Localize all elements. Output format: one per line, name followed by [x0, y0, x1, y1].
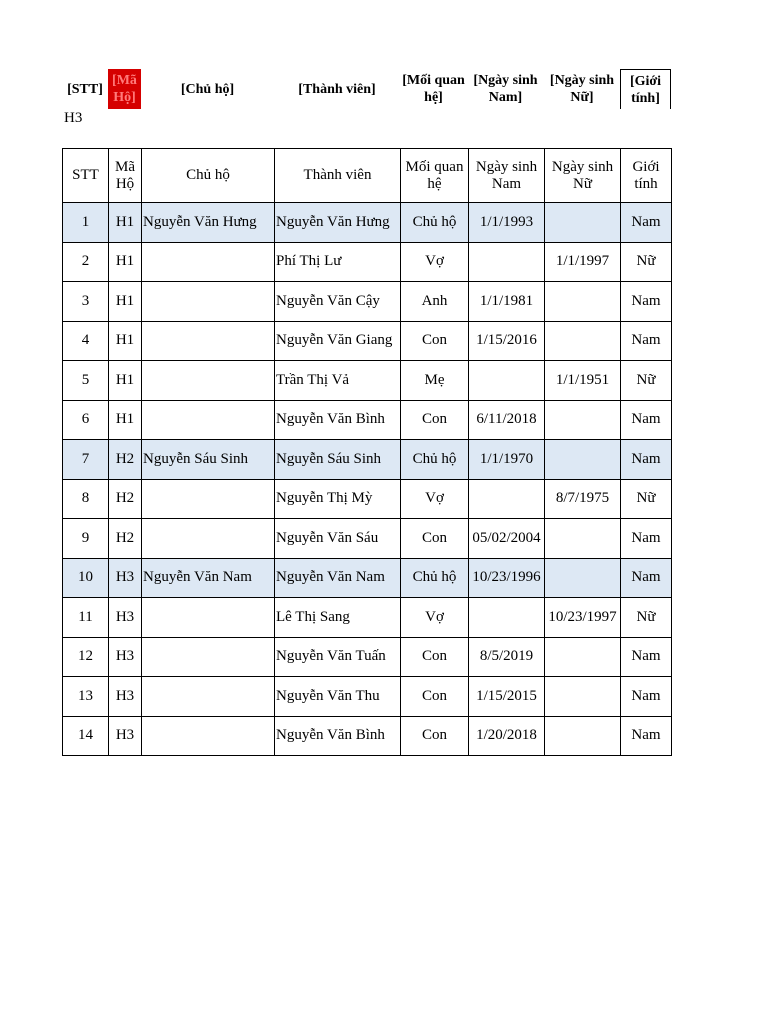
- cell-stt[interactable]: 11: [63, 598, 109, 638]
- cell-gioi-tinh[interactable]: Nam: [621, 203, 672, 243]
- cell-chu-ho[interactable]: [142, 400, 275, 440]
- cell-thanh-vien[interactable]: Nguyễn Văn Bình: [275, 400, 401, 440]
- table-row: [63, 519, 672, 559]
- cell-moi-quan-he[interactable]: Con: [401, 677, 469, 717]
- template-moi-quan-he[interactable]: [Mối quan hệ]: [402, 73, 465, 105]
- cell-ngay-sinh-nu[interactable]: [545, 558, 621, 598]
- cell-gioi-tinh[interactable]: Nữ: [621, 479, 672, 519]
- table-body: [63, 203, 672, 756]
- table-header-row: [63, 149, 672, 203]
- cell-chu-ho[interactable]: [142, 479, 275, 519]
- cell-stt[interactable]: 1: [63, 203, 109, 243]
- col-header-stt[interactable]: STT: [63, 149, 109, 203]
- cell-stt[interactable]: 14: [63, 716, 109, 756]
- cell-thanh-vien[interactable]: Nguyễn Văn Bình: [275, 716, 401, 756]
- cell-ma-ho[interactable]: H1: [109, 321, 142, 361]
- cell-ma-ho[interactable]: H3: [109, 558, 142, 598]
- cell-moi-quan-he[interactable]: Con: [401, 321, 469, 361]
- cell-ma-ho[interactable]: H2: [109, 440, 142, 480]
- table-row: [63, 282, 672, 322]
- cell-ngay-sinh-nu[interactable]: [545, 716, 621, 756]
- cell-moi-quan-he[interactable]: Vợ: [401, 479, 469, 519]
- cell-moi-quan-he[interactable]: Anh: [401, 282, 469, 322]
- cell-chu-ho[interactable]: [142, 598, 275, 638]
- filter-value[interactable]: H3: [64, 110, 83, 126]
- cell-ngay-sinh-nam[interactable]: 1/1/1981: [469, 282, 545, 322]
- cell-chu-ho[interactable]: [142, 282, 275, 322]
- cell-chu-ho[interactable]: [142, 519, 275, 559]
- cell-moi-quan-he[interactable]: Con: [401, 637, 469, 677]
- template-ma-ho[interactable]: [Mã Hộ]: [108, 69, 141, 109]
- col-header-chu-ho[interactable]: Chủ hộ: [142, 149, 275, 203]
- template-gioi-tinh[interactable]: [Giới tính]: [620, 69, 671, 109]
- cell-chu-ho[interactable]: [142, 716, 275, 756]
- cell-ngay-sinh-nam[interactable]: [469, 598, 545, 638]
- cell-gioi-tinh[interactable]: Nam: [621, 282, 672, 322]
- table-row: [63, 242, 672, 282]
- cell-ngay-sinh-nam[interactable]: 10/23/1996: [469, 558, 545, 598]
- cell-thanh-vien[interactable]: Nguyễn Văn Hưng: [275, 203, 401, 243]
- cell-gioi-tinh[interactable]: Nam: [621, 321, 672, 361]
- cell-ngay-sinh-nam[interactable]: 6/11/2018: [469, 400, 545, 440]
- cell-gioi-tinh[interactable]: Nam: [621, 677, 672, 717]
- cell-ngay-sinh-nu[interactable]: 1/1/1997: [545, 242, 621, 282]
- cell-thanh-vien[interactable]: Lê Thị Sang: [275, 598, 401, 638]
- cell-ma-ho[interactable]: H1: [109, 242, 142, 282]
- cell-gioi-tinh[interactable]: Nam: [621, 637, 672, 677]
- cell-chu-ho[interactable]: [142, 677, 275, 717]
- template-ngay-sinh-nu[interactable]: [Ngày sinh Nữ]: [549, 73, 615, 105]
- cell-ma-ho[interactable]: H3: [109, 598, 142, 638]
- cell-ngay-sinh-nam[interactable]: 1/15/2015: [469, 677, 545, 717]
- table-row: [63, 361, 672, 401]
- table-row: [63, 637, 672, 677]
- cell-stt[interactable]: 6: [63, 400, 109, 440]
- cell-ngay-sinh-nam[interactable]: 1/15/2016: [469, 321, 545, 361]
- cell-ma-ho[interactable]: H1: [109, 400, 142, 440]
- table-row: [63, 598, 672, 638]
- cell-chu-ho[interactable]: [142, 361, 275, 401]
- cell-ngay-sinh-nam[interactable]: 1/20/2018: [469, 716, 545, 756]
- table-row: [63, 400, 672, 440]
- cell-ngay-sinh-nu[interactable]: 10/23/1997: [545, 598, 621, 638]
- cell-ngay-sinh-nu[interactable]: [545, 282, 621, 322]
- cell-gioi-tinh[interactable]: Nam: [621, 400, 672, 440]
- cell-thanh-vien[interactable]: Phí Thị Lư: [275, 242, 401, 282]
- cell-gioi-tinh[interactable]: Nam: [621, 519, 672, 559]
- col-header-thanh-vien[interactable]: Thành viên: [275, 149, 401, 203]
- cell-ngay-sinh-nu[interactable]: [545, 637, 621, 677]
- col-header-ngay-sinh-nam[interactable]: Ngày sinh Nam: [469, 149, 545, 203]
- cell-ngay-sinh-nam[interactable]: 1/1/1993: [469, 203, 545, 243]
- cell-chu-ho[interactable]: Nguyễn Văn Hưng: [142, 203, 275, 243]
- cell-gioi-tinh[interactable]: Nam: [621, 558, 672, 598]
- cell-stt[interactable]: 3: [63, 282, 109, 322]
- cell-moi-quan-he[interactable]: Mẹ: [401, 361, 469, 401]
- template-stt[interactable]: [STT]: [67, 81, 103, 97]
- cell-ngay-sinh-nam[interactable]: 05/02/2004: [469, 519, 545, 559]
- col-header-ngay-sinh-nu[interactable]: Ngày sinh Nữ: [545, 149, 621, 203]
- cell-ngay-sinh-nam[interactable]: [469, 361, 545, 401]
- template-chu-ho[interactable]: [Chủ hộ]: [180, 81, 235, 97]
- col-header-gioi-tinh[interactable]: Giới tính: [621, 149, 672, 203]
- cell-stt[interactable]: 9: [63, 519, 109, 559]
- cell-chu-ho[interactable]: [142, 321, 275, 361]
- cell-ngay-sinh-nam[interactable]: [469, 479, 545, 519]
- cell-ngay-sinh-nu[interactable]: 8/7/1975: [545, 479, 621, 519]
- cell-stt[interactable]: 7: [63, 440, 109, 480]
- cell-thanh-vien[interactable]: Nguyễn Văn Giang: [275, 321, 401, 361]
- cell-ma-ho[interactable]: H3: [109, 637, 142, 677]
- cell-ma-ho[interactable]: H1: [109, 361, 142, 401]
- cell-ngay-sinh-nam[interactable]: 1/1/1970: [469, 440, 545, 480]
- cell-gioi-tinh[interactable]: Nữ: [621, 598, 672, 638]
- cell-chu-ho[interactable]: Nguyễn Văn Nam: [142, 558, 275, 598]
- cell-moi-quan-he[interactable]: Chủ hộ: [401, 203, 469, 243]
- cell-ngay-sinh-nam[interactable]: 8/5/2019: [469, 637, 545, 677]
- cell-thanh-vien[interactable]: Nguyễn Văn Cậy: [275, 282, 401, 322]
- cell-thanh-vien[interactable]: Nguyễn Văn Tuấn: [275, 637, 401, 677]
- cell-thanh-vien[interactable]: Nguyễn Văn Thu: [275, 677, 401, 717]
- cell-gioi-tinh[interactable]: Nam: [621, 716, 672, 756]
- cell-moi-quan-he[interactable]: Chủ hộ: [401, 440, 469, 480]
- cell-ngay-sinh-nu[interactable]: 1/1/1951: [545, 361, 621, 401]
- cell-moi-quan-he[interactable]: Vợ: [401, 242, 469, 282]
- cell-thanh-vien[interactable]: Nguyễn Văn Sáu: [275, 519, 401, 559]
- cell-gioi-tinh[interactable]: Nam: [621, 440, 672, 480]
- table-row: [63, 321, 672, 361]
- template-thanh-vien[interactable]: [Thành viên]: [298, 81, 376, 97]
- cell-moi-quan-he[interactable]: Con: [401, 519, 469, 559]
- household-table: [62, 148, 672, 756]
- cell-stt[interactable]: 4: [63, 321, 109, 361]
- cell-ma-ho[interactable]: H3: [109, 716, 142, 756]
- cell-moi-quan-he[interactable]: Vợ: [401, 598, 469, 638]
- cell-ngay-sinh-nu[interactable]: [545, 519, 621, 559]
- cell-ngay-sinh-nu[interactable]: [545, 440, 621, 480]
- col-header-ma-ho[interactable]: Mã Hộ: [109, 149, 142, 203]
- table-row: [63, 440, 672, 480]
- cell-ngay-sinh-nu[interactable]: [545, 400, 621, 440]
- cell-ngay-sinh-nu[interactable]: [545, 321, 621, 361]
- cell-ma-ho[interactable]: H3: [109, 677, 142, 717]
- cell-ma-ho[interactable]: H1: [109, 282, 142, 322]
- cell-ngay-sinh-nu[interactable]: [545, 203, 621, 243]
- cell-chu-ho[interactable]: Nguyễn Sáu Sinh: [142, 440, 275, 480]
- cell-stt[interactable]: 5: [63, 361, 109, 401]
- cell-stt[interactable]: 2: [63, 242, 109, 282]
- table-row: [63, 479, 672, 519]
- cell-thanh-vien[interactable]: Trần Thị Vả: [275, 361, 401, 401]
- cell-gioi-tinh[interactable]: Nữ: [621, 361, 672, 401]
- cell-ngay-sinh-nu[interactable]: [545, 677, 621, 717]
- cell-stt[interactable]: 13: [63, 677, 109, 717]
- cell-stt[interactable]: 12: [63, 637, 109, 677]
- cell-thanh-vien[interactable]: Nguyễn Sáu Sinh: [275, 440, 401, 480]
- table-row: [63, 716, 672, 756]
- cell-moi-quan-he[interactable]: Chủ hộ: [401, 558, 469, 598]
- cell-moi-quan-he[interactable]: Con: [401, 400, 469, 440]
- cell-thanh-vien[interactable]: Nguyễn Văn Nam: [275, 558, 401, 598]
- cell-thanh-vien[interactable]: Nguyễn Thị Mỳ: [275, 479, 401, 519]
- table-row: [63, 203, 672, 243]
- cell-chu-ho[interactable]: [142, 242, 275, 282]
- cell-ma-ho[interactable]: H2: [109, 479, 142, 519]
- cell-ngay-sinh-nam[interactable]: [469, 242, 545, 282]
- cell-chu-ho[interactable]: [142, 637, 275, 677]
- cell-ma-ho[interactable]: H1: [109, 203, 142, 243]
- cell-ma-ho[interactable]: H2: [109, 519, 142, 559]
- template-ngay-sinh-nam[interactable]: [Ngày sinh Nam]: [473, 73, 538, 105]
- table-row: [63, 677, 672, 717]
- table-row: [63, 558, 672, 598]
- col-header-moi-quan-he[interactable]: Mối quan hệ: [401, 149, 469, 203]
- cell-stt[interactable]: 10: [63, 558, 109, 598]
- cell-gioi-tinh[interactable]: Nữ: [621, 242, 672, 282]
- cell-stt[interactable]: 8: [63, 479, 109, 519]
- cell-moi-quan-he[interactable]: Con: [401, 716, 469, 756]
